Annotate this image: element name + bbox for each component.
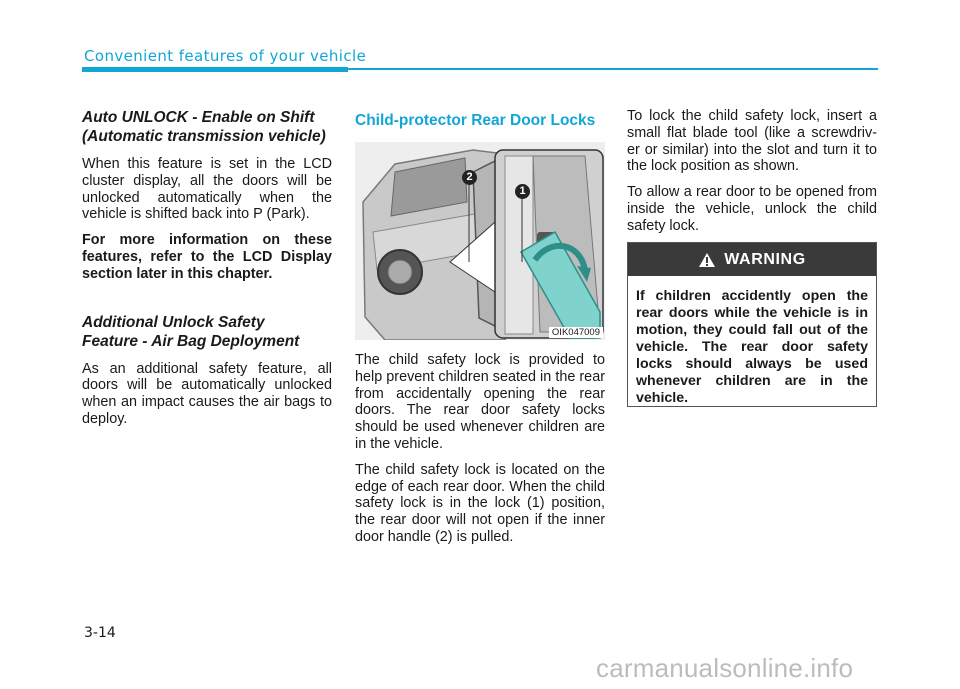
section-title: Convenient features of your vehicle [84,47,367,65]
warning-header [628,243,876,276]
heading-airbag-unlock-line1: Additional Unlock Safety [82,313,265,331]
auto-unlock-paragraph: When this feature is set in the LCD cluster display, all the doors will be unlocked automatically when the vehicle is shifted back into P (Park). [82,156,332,223]
heading-auto-unlock-line1: Auto UNLOCK - Enable on Shift [82,109,315,126]
child-lock-paragraph-1: The child safety lock is provided to help prevent children seated in the rear from accidentally opening the rear doors. The rear door safety locks should be used whenever children are in the vehicle. [355,352,605,452]
airbag-unlock-paragraph: As an additional safety feature, all doors will be automatically unlocked when an impact causes the air bags to deploy. [82,360,332,427]
warning-label: WARNING [724,250,806,268]
child-lock-illustration [355,142,605,340]
callout-1-label: 1 [519,185,526,197]
warning-box [627,242,877,407]
warning-triangle-icon [698,252,716,268]
warning-text: If children accidently open the rear doors while the vehicle is in motion, they could fall out of the vehicle. The rear door safety locks should always be used whenever children are in the vehicle. [636,288,868,406]
figure-code: OIK047009 [549,327,603,338]
heading-auto-unlock [82,108,332,146]
callout-2-label: 2 [466,171,473,183]
column-middle [355,108,605,555]
lcd-reference-paragraph: For more information on these features, refer to the LCD Display section later in this chapter. [82,232,332,282]
child-lock-paragraph-2: The child safety lock is located on the edge of each rear door. When the child safety lock is in the lock (1) position, the rear door will not open if the inner door handle (2) is pulled. [355,461,605,545]
header-rule [348,68,878,70]
page-number: 3-14 [84,625,116,641]
heading-airbag-unlock-line2: Feature - Air Bag Deployment [82,332,300,350]
column-right [627,108,877,244]
watermark: carmanualsonline.info [596,653,854,683]
unlock-instruction-paragraph: To allow a rear door to be opened from inside the vehicle, unlock the child safety lock. [627,184,877,234]
child-lock-title: Child-protector Rear Door Locks [355,112,596,129]
car-door-drawing [355,142,605,340]
lock-instruction-paragraph: To lock the child safety lock, insert a small flat blade tool (like a screwdriv- er or similar) into the slot and turn it to the lock position as shown. [627,108,877,175]
column-left [82,108,332,437]
callout-1-badge [515,184,530,199]
header-accent-bar [82,67,348,72]
callout-2-badge [462,170,477,185]
heading-auto-unlock-line2: (Automatic transmission vehicle) [82,128,326,145]
heading-airbag-unlock [82,313,332,351]
